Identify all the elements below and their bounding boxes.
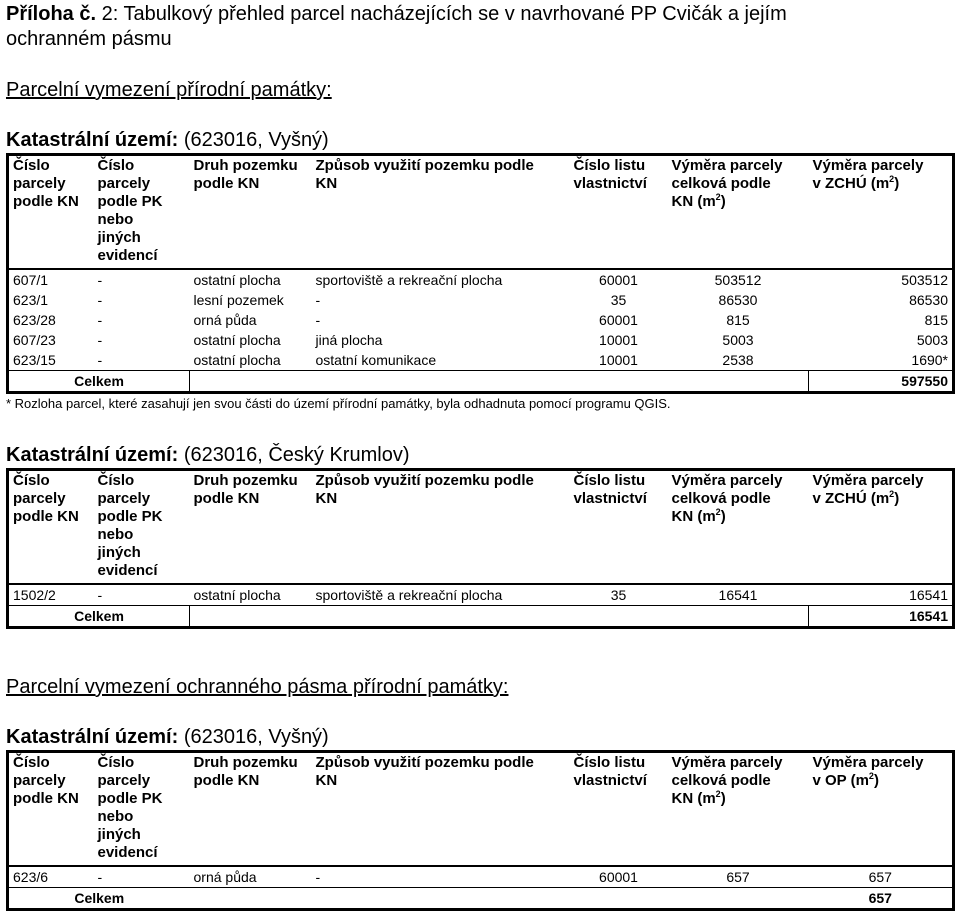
parcel-table-3 [6,750,955,911]
header-cislo-pk: Číslo parcely podle PK nebo jiných evidencí [94,470,190,585]
header-lv: Číslo listu vlastnictví [570,470,668,585]
document-title-line2: ochranném pásmu [6,28,172,50]
parcel-table-1 [6,153,955,394]
total-label: Celkem [8,606,190,628]
header-cislo-pk: Číslo parcely podle PK nebo jiných evidencí [94,752,190,867]
table-header-row [8,470,954,585]
table-row: 607/23 - ostatní plocha jiná plocha 10001 5003 5003 [13,332,948,348]
total-value: 657 [809,888,954,910]
header-druh: Druh pozemku podle KN [190,470,312,585]
header-vyuziti: Způsob využití pozemku podle KN [312,470,570,585]
total-label: Celkem [8,888,190,910]
ku-heading-2 [6,443,409,467]
table-row: 623/6 - orná půda - 60001 657 657 [13,869,892,885]
total-row [8,888,954,910]
ku-heading-3 [6,725,329,749]
header-druh: Druh pozemku podle KN [190,752,312,867]
table-row: 623/28 - orná půda - 60001 815 815 [13,312,948,328]
section-heading-pp: Parcelní vymezení přírodní památky: [6,79,332,101]
table-header-row [8,752,954,867]
table-row: 623/1 - lesní pozemek - 35 86530 86530 [13,292,948,308]
header-vymera: Výměra parcely celková podle KN $(m^2)$ [668,470,809,585]
title-prefix: Příloha č. [6,3,97,25]
table-row: 607/1 - ostatní plocha sportoviště a rekreační plocha 60001 503512 503512 [13,272,948,288]
ku-label: Katastrální území: [6,129,179,151]
header-vymera: Výměra parcely celková podle KN $(m^2)$ [668,155,809,270]
table-header-row [8,155,954,270]
header-lv: Číslo listu vlastnictví [570,155,668,270]
total-row [8,371,954,393]
header-zchu: Výměra parcely v ZCHÚ $(m^2)$ [809,470,954,585]
header-cislo-kn: Číslo parcely podle KN [8,752,94,867]
total-value: 597550 [809,371,954,393]
header-op: Výměra parcely v OP $(m^2)$ [809,752,954,867]
table-row: 1502/2 - ostatní plocha sportoviště a rekreační plocha 35 16541 16541 [13,587,948,603]
section-heading-op: Parcelní vymezení ochranného pásma přírodní památky: [6,676,509,698]
header-vyuziti: Způsob využití pozemku podle KN [312,155,570,270]
total-label: Celkem [8,371,190,393]
header-druh: Druh pozemku podle KN [190,155,312,270]
header-cislo-kn: Číslo parcely podle KN [8,155,94,270]
header-lv: Číslo listu vlastnictví [570,752,668,867]
header-zchu: Výměra parcely v ZCHÚ $(m^2)$ [809,155,954,270]
parcel-table-2 [6,468,955,629]
header-vyuziti: Způsob využití pozemku podle KN [312,752,570,867]
document-title [6,2,787,26]
ku-label: Katastrální území: [6,726,179,748]
ku-label: Katastrální území: [6,444,179,466]
total-value: 16541 [809,606,954,628]
header-vymera: Výměra parcely celková podle KN $(m^2)$ [668,752,809,867]
ku-heading-1 [6,128,329,152]
ku-value: (623016, Český Krumlov) [183,444,410,466]
ku-value: (623016, Vyšný) [183,129,329,151]
footnote: * Rozloha parcel, které zasahují jen svou části do území přírodní památky, byla odhadnuta pomocí programu QGIS. [6,396,671,411]
title-text: 2: Tabulkový přehled parcel nacházejících se v navrhované PP Cvičák a jejím [96,3,787,25]
table-row: 623/15 - ostatní plocha ostatní komunikace 10001 2538 1690* [13,352,948,368]
header-cislo-kn: Číslo parcely podle KN [8,470,94,585]
header-cislo-pk: Číslo parcely podle PK nebo jiných evidencí [94,155,190,270]
total-row [8,606,954,628]
ku-value: (623016, Vyšný) [183,726,329,748]
